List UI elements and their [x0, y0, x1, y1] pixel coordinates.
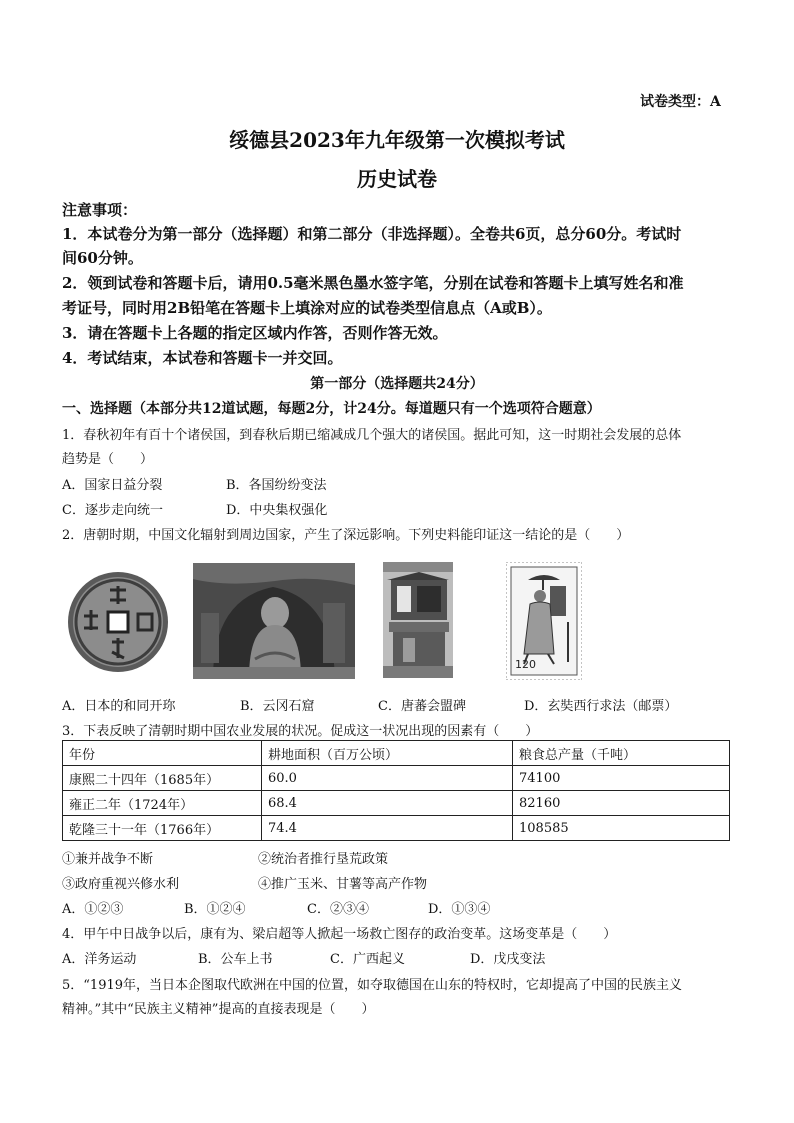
q2-option-d: D．玄奘西行求法（邮票） [524, 699, 678, 714]
q1-option-b: B．各国纷纷变法 [226, 478, 327, 493]
notice-heading: 注意事项： [62, 201, 138, 219]
q4-option-d: D．戊戌变法 [470, 952, 546, 967]
table-cell: 74.4 [262, 816, 513, 841]
table-header-row [63, 741, 730, 766]
q4-option-a: A．洋务运动 [62, 952, 137, 967]
q1-stem-cont: 趋势是（ ） [62, 452, 154, 467]
table-header-cell: 耕地面积（百万公顷） [262, 741, 513, 766]
table-header-cell: 年份 [63, 741, 262, 766]
notice-line: 1．本试卷分为第一部分（选择题）和第二部分（非选择题）。全卷共6页，总分60分。考试时 [62, 225, 682, 243]
page-title: 绥德县2023年九年级第一次模拟考试 [229, 128, 565, 152]
table-header-cell: 粮食总产量（千吨） [513, 741, 730, 766]
stamp-value: 120 [515, 658, 536, 671]
q3-factor-4: ④推广玉米、甘薯等高产作物 [258, 877, 428, 892]
grotto-image [193, 563, 355, 679]
table-row [63, 791, 730, 816]
paper-type: 试卷类型：A [640, 94, 721, 110]
stele-image [383, 562, 453, 678]
q3-option-d: D．①③④ [428, 902, 491, 917]
table-cell: 雍正二年（1724年） [63, 791, 262, 816]
table-cell: 60.0 [262, 766, 513, 791]
table-cell: 康熙二十四年（1685年） [63, 766, 262, 791]
q1-option-c: C．逐步走向统一 [62, 503, 163, 518]
q2-option-a: A．日本的和同开珎 [62, 699, 176, 714]
q1-option-a: A．国家日益分裂 [62, 478, 163, 493]
section1-title: 一、选择题（本部分共12道试题，每题2分，计24分。每道题只有一个选项符合题意） [62, 401, 601, 417]
q2-stem: 2．唐朝时期，中国文化辐射到周边国家，产生了深远影响。下列史料能印证这一结论的是（ ） [62, 528, 630, 543]
part1-title: 第一部分（选择题共24分） [310, 376, 484, 392]
q2-option-b: B．云冈石窟 [240, 699, 315, 714]
q3-factor-3: ③政府重视兴修水利 [62, 877, 180, 892]
table-row [63, 816, 730, 841]
q4-option-c: C．广西起义 [330, 952, 405, 967]
table-cell: 108585 [513, 816, 730, 841]
q5-stem-cont: 精神。”其中“民族主义精神”提高的直接表现是（ ） [62, 1002, 375, 1017]
notice-line: 4．考试结束，本试卷和答题卡一并交回。 [62, 349, 343, 367]
notice-line: 间60分钟。 [62, 249, 143, 267]
coin-image [64, 570, 176, 678]
q4-stem: 4．甲午中日战争以后，康有为、梁启超等人掀起一场救亡图存的政治变革。这场变革是（ ） [62, 927, 617, 942]
table-cell: 82160 [513, 791, 730, 816]
q3-option-c: C．②③④ [307, 902, 369, 917]
q2-option-c: C．唐蕃会盟碑 [378, 699, 466, 714]
page-subtitle: 历史试卷 [357, 167, 437, 191]
q3-option-a: A．①②③ [62, 902, 124, 917]
data-table [62, 740, 730, 841]
notice-line: 考证号，同时用2B铅笔在答题卡上填涂对应的试卷类型信息点（A或B）。 [62, 299, 552, 317]
q3-option-b: B．①②④ [184, 902, 246, 917]
q3-stem: 3．下表反映了清朝时期中国农业发展的状况。促成这一状况出现的因素有（ ） [62, 724, 539, 739]
table-cell: 74100 [513, 766, 730, 791]
stamp-image [506, 562, 582, 680]
q3-factor-2: ②统治者推行垦荒政策 [258, 852, 389, 867]
q3-factor-1: ①兼并战争不断 [62, 852, 154, 867]
q1-option-d: D．中央集权强化 [226, 503, 328, 518]
q4-option-b: B．公车上书 [198, 952, 273, 967]
table-row [63, 766, 730, 791]
q5-stem: 5．“1919年，当日本企图取代欧洲在中国的位置，如夺取德国在山东的特权时，它却提高了中国的民族主义 [62, 978, 683, 993]
notice-line: 2．领到试卷和答题卡后，请用0.5毫米黑色墨水签字笔，分别在试卷和答题卡上填写姓名和准 [62, 274, 684, 292]
q1-stem: 1．春秋初年有百十个诸侯国，到春秋后期已缩减成几个强大的诸侯国。据此可知，这一时期社会发展的总体 [62, 428, 682, 443]
notice-line: 3．请在答题卡上各题的指定区域内作答，否则作答无效。 [62, 324, 448, 342]
table-cell: 乾隆三十一年（1766年） [63, 816, 262, 841]
table-cell: 68.4 [262, 791, 513, 816]
